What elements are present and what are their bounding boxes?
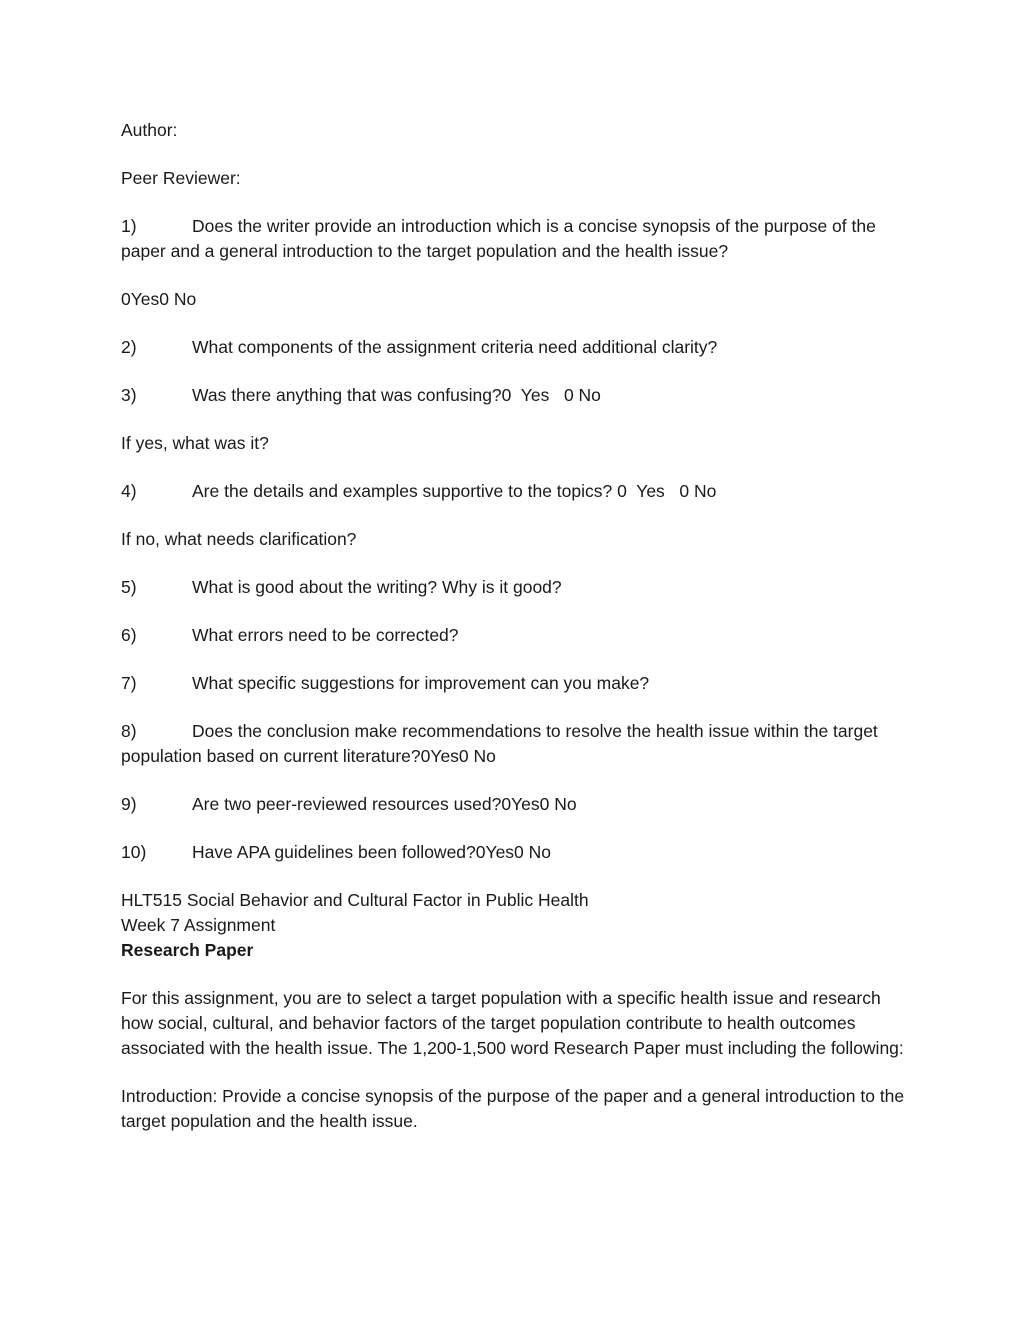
question-text: Was there anything that was confusing?0 Yes 0 No [192,385,601,405]
question-number: 4) [121,481,137,501]
question-number: 6) [121,625,137,645]
assignment-title: Research Paper [121,940,254,960]
question-text: What specific suggestions for improvement can you make? [192,673,650,693]
question-1-options: 0Yes0 No [121,289,197,309]
assignment-introduction: Introduction: Provide a concise synopsis of the purpose of the paper and a general introduction to the target population and the health issue. [121,1086,905,1131]
author-label: Author: [121,120,178,140]
question-text: What is good about the writing? Why is it good? [192,577,562,597]
question-number: 9) [121,794,137,814]
question-number: 1) [121,216,137,236]
peer-reviewer-label: Peer Reviewer: [121,168,241,188]
question-4 [121,479,911,504]
question-text: Does the conclusion make recommendations to resolve the health issue within the target population based on current literature?0Yes0 No [121,721,878,766]
question-10 [121,840,911,865]
course-title: HLT515 Social Behavior and Cultural Factor in Public Health [121,890,589,910]
question-6 [121,623,911,648]
question-1 [121,214,911,264]
question-number: 10) [121,842,147,862]
question-number: 2) [121,337,137,357]
question-2 [121,335,911,360]
assignment-header [121,888,911,963]
question-text: Are two peer-reviewed resources used?0Yes0 No [192,794,577,814]
question-number: 5) [121,577,137,597]
question-text: Does the writer provide an introduction which is a concise synopsis of the purpose of the paper and a general introduction to the target population and the health issue? [121,216,876,261]
week-label: Week 7 Assignment [121,915,276,935]
question-text: What components of the assignment criteria need additional clarity? [192,337,718,357]
question-9 [121,792,911,817]
question-number: 8) [121,721,137,741]
question-text: Are the details and examples supportive to the topics? 0 Yes 0 No [192,481,717,501]
question-number: 7) [121,673,137,693]
question-7 [121,671,911,696]
question-number: 3) [121,385,137,405]
question-5 [121,575,911,600]
question-text: What errors need to be corrected? [192,625,459,645]
assignment-description: For this assignment, you are to select a target population with a specific health issue and research how social, cultural, and behavior factors of the target population contribute to health outcomes associated with the health issue. The 1,200-1,500 word Research Paper must including the following: [121,988,904,1058]
question-8 [121,719,911,769]
document-page [121,118,911,1157]
question-4-followup: If no, what needs clarification? [121,529,357,549]
question-3-followup: If yes, what was it? [121,433,269,453]
question-3 [121,383,911,408]
question-text: Have APA guidelines been followed?0Yes0 No [192,842,552,862]
